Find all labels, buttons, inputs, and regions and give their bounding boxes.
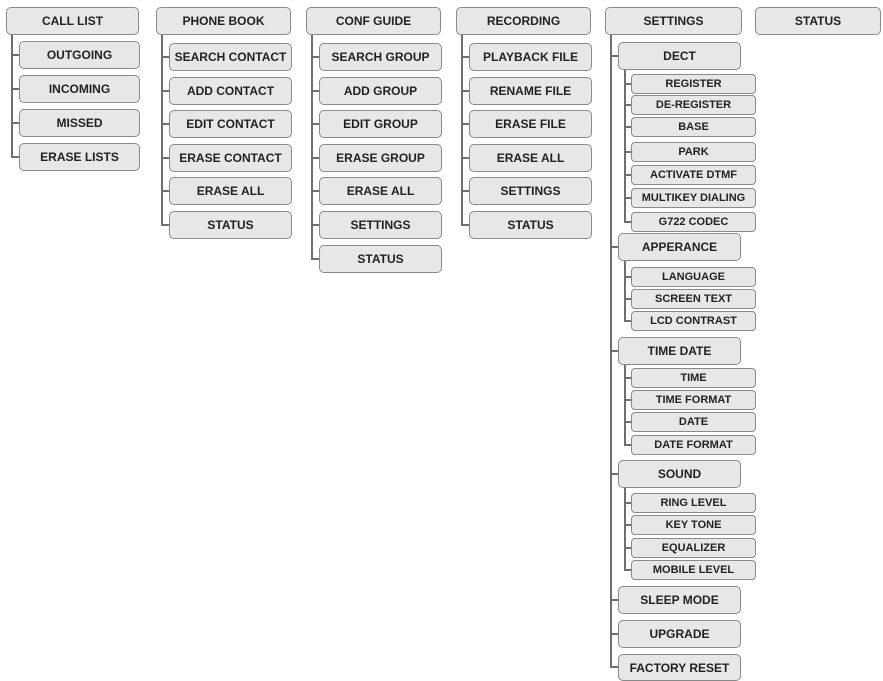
connector [624,502,631,504]
menu-item-multikey-dialing[interactable]: MULTIKEY DIALING [631,188,756,208]
connector [161,157,169,159]
connector [624,104,631,106]
menu-item-edit-group[interactable]: EDIT GROUP [319,110,442,138]
menu-item-base[interactable]: BASE [631,117,756,137]
connector [610,246,618,248]
connector [311,224,319,226]
connector [461,123,469,125]
menu-item-rename-file[interactable]: RENAME FILE [469,77,592,105]
menu-item-erase-all[interactable]: ERASE ALL [469,144,592,172]
menu-item-equalizer[interactable]: EQUALIZER [631,538,756,558]
menu-item-erase-group[interactable]: ERASE GROUP [319,144,442,172]
submenu-apperance[interactable]: APPERANCE [618,233,741,261]
menu-item-activate-dtmf[interactable]: ACTIVATE DTMF [631,165,756,185]
menu-item-factory-reset[interactable]: FACTORY RESET [618,654,741,681]
connector [311,157,319,159]
menu-item-ring-level[interactable]: RING LEVEL [631,493,756,513]
connector [624,298,631,300]
connector [624,126,631,128]
connector [624,197,631,199]
menu-item-erase-contact[interactable]: ERASE CONTACT [169,144,292,172]
menu-item-language[interactable]: LANGUAGE [631,267,756,287]
menu-item-search-contact[interactable]: SEARCH CONTACT [169,43,292,71]
connector [624,444,631,446]
connector [624,69,626,223]
connector [161,34,163,226]
menu-item-park[interactable]: PARK [631,142,756,162]
connector [624,320,631,322]
connector [624,221,631,223]
connector [461,90,469,92]
menu-item-lcd-contrast[interactable]: LCD CONTRAST [631,311,756,331]
connector [610,599,618,601]
menu-item-date-format[interactable]: DATE FORMAT [631,435,756,455]
menu-item-sleep-mode[interactable]: SLEEP MODE [618,586,741,614]
connector [311,56,319,58]
connector [461,56,469,58]
connector [461,34,463,226]
menu-item-mobile-level[interactable]: MOBILE LEVEL [631,560,756,580]
submenu-sound[interactable]: SOUND [618,460,741,488]
connector [161,224,169,226]
connector [11,54,19,56]
menu-item-status[interactable]: STATUS [169,211,292,239]
connector [11,122,19,124]
conf-guide-header[interactable]: CONF GUIDE [306,7,441,35]
connector [624,151,631,153]
menu-item-screen-text[interactable]: SCREEN TEXT [631,289,756,309]
menu-item-status[interactable]: STATUS [319,245,442,273]
connector [624,399,631,401]
submenu-dect[interactable]: DECT [618,42,741,70]
menu-item-erase-lists[interactable]: ERASE LISTS [19,143,140,171]
menu-item-missed[interactable]: MISSED [19,109,140,137]
connector [624,83,631,85]
status-header[interactable]: STATUS [755,7,881,35]
menu-item-erase-all[interactable]: ERASE ALL [169,177,292,205]
connector [624,377,631,379]
connector [461,190,469,192]
menu-item-edit-contact[interactable]: EDIT CONTACT [169,110,292,138]
connector [311,190,319,192]
connector [624,524,631,526]
menu-item-erase-all[interactable]: ERASE ALL [319,177,442,205]
menu-item-settings[interactable]: SETTINGS [319,211,442,239]
recording-header[interactable]: RECORDING [456,7,591,35]
connector [161,90,169,92]
menu-item-date[interactable]: DATE [631,412,756,432]
menu-item-status[interactable]: STATUS [469,211,592,239]
connector [624,569,631,571]
phone-book-header[interactable]: PHONE BOOK [156,7,291,35]
menu-item-upgrade[interactable]: UPGRADE [618,620,741,648]
menu-item-search-group[interactable]: SEARCH GROUP [319,43,442,71]
connector [610,473,618,475]
connector [11,34,13,158]
connector [11,156,19,158]
menu-item-de-register[interactable]: DE-REGISTER [631,95,756,115]
menu-item-register[interactable]: REGISTER [631,74,756,94]
submenu-time-date[interactable]: TIME DATE [618,337,741,365]
connector [311,123,319,125]
connector [624,421,631,423]
menu-item-add-contact[interactable]: ADD CONTACT [169,77,292,105]
connector [161,123,169,125]
connector [11,88,19,90]
menu-item-time-format[interactable]: TIME FORMAT [631,390,756,410]
menu-item-g722-codec[interactable]: G722 CODEC [631,212,756,232]
menu-item-settings[interactable]: SETTINGS [469,177,592,205]
connector [624,547,631,549]
settings-header[interactable]: SETTINGS [605,7,742,35]
connector [311,90,319,92]
connector [311,258,319,260]
connector [610,633,618,635]
connector [624,174,631,176]
connector [624,260,626,322]
connector [311,34,313,260]
menu-item-key-tone[interactable]: KEY TONE [631,515,756,535]
menu-item-add-group[interactable]: ADD GROUP [319,77,442,105]
menu-item-incoming[interactable]: INCOMING [19,75,140,103]
connector [461,224,469,226]
connector [161,190,169,192]
connector [161,56,169,58]
connector [610,350,618,352]
connector [624,487,626,571]
connector [610,55,618,57]
menu-item-time[interactable]: TIME [631,368,756,388]
connector [461,157,469,159]
menu-item-outgoing[interactable]: OUTGOING [19,41,140,69]
menu-item-playback-file[interactable]: PLAYBACK FILE [469,43,592,71]
connector [610,666,618,668]
connector [624,276,631,278]
menu-item-erase-file[interactable]: ERASE FILE [469,110,592,138]
call-list-header[interactable]: CALL LIST [6,7,139,35]
